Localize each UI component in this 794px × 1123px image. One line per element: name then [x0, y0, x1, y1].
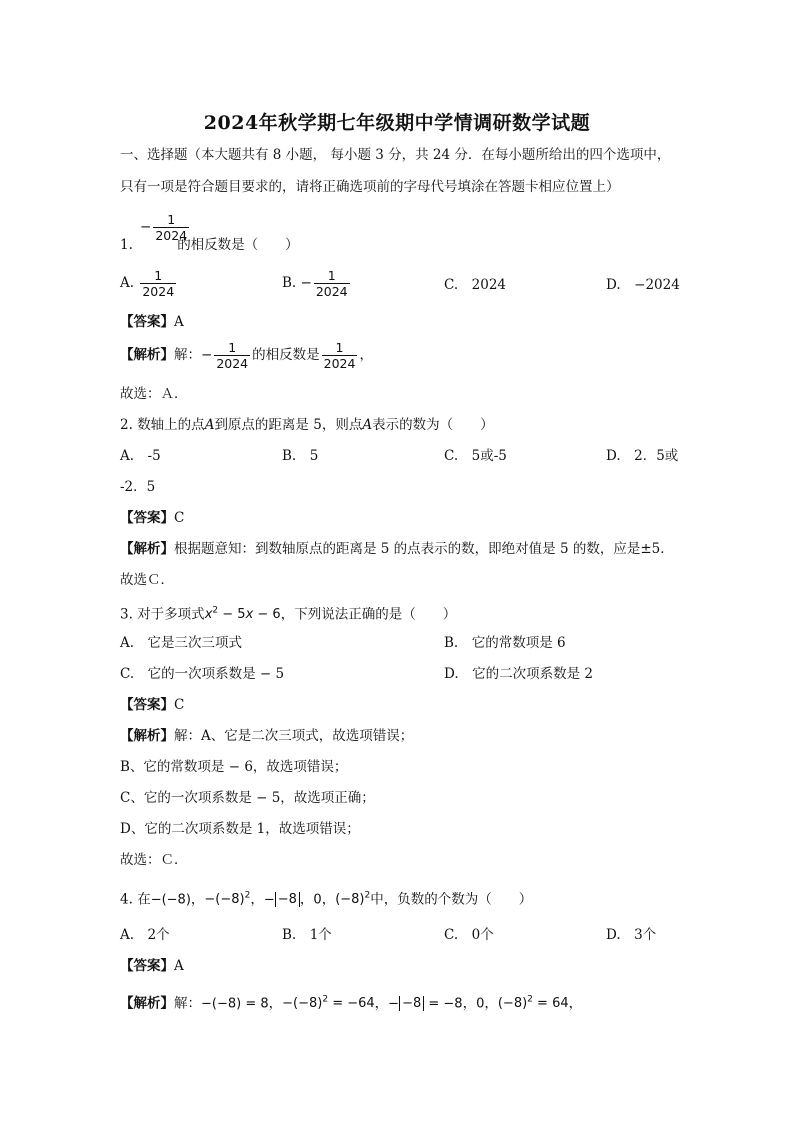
- section-intro-line-1: 一、选择题（本大题共有 8 小题， 每小题 3 分，共 24 分．在每小题所给出的四个选项中，: [120, 147, 671, 163]
- q3-analysis-line-4: D、它的二次项系数是 1，故选项错误；: [120, 821, 360, 837]
- q4-answer: 【答案】A: [120, 958, 184, 974]
- q1-option-d: D. −2024: [606, 277, 680, 293]
- q3-stem: 3. 对于多项式$x^2 - 5x - 6$，下列说法正确的是（ ）: [120, 606, 457, 623]
- q1-fraction: $\frac{1}{2024}$: [155, 212, 188, 243]
- section-intro-line-2: 只有一项是符合题目要求的，请将正确选项前的字母代号填涂在答题卡相应位置上）: [120, 179, 620, 195]
- q2-analysis: 【解析】根据题意知：到数轴原点的距离是 5 的点表示的数，即绝对值是 5 的数，应是±5．: [120, 541, 674, 557]
- q2-choose: 故选Ｃ．: [120, 572, 174, 588]
- q1-option-b: B. − $\frac{1}{2024}$: [282, 268, 348, 299]
- q2-option-c: C. 5或-5: [444, 448, 507, 464]
- q4-option-a: A. 2个: [120, 927, 170, 943]
- q2-stem: 2. 数轴上的点A到原点的距离是 5，则点A表示的数为（ ）: [120, 417, 494, 433]
- q3-analysis-line-2: B、它的常数项是 − 6，故选项错误；: [120, 759, 348, 775]
- q2-option-b: B. 5: [282, 448, 319, 464]
- q3-analysis-line-3: C、它的一次项系数是 − 5，故选项正确；: [120, 790, 375, 806]
- q1-option-c: C. 2024: [444, 277, 506, 293]
- q1-expression: − $\frac{1}{2024}$: [140, 212, 188, 243]
- q2-option-d: D. 2．5或: [606, 448, 679, 464]
- q1-analysis: 【解析】解：− $\frac{1}{2024}$ 的相反数是 $\frac{1}{2024}$ ，: [120, 340, 373, 371]
- q4-stem: 4. 在−(−8)，$-(-8)^2$，− −8 ，0，$(-8)^2$中，负数的个数为（ ）: [120, 891, 533, 908]
- q1-stem: 1. 的相反数是（ ）: [120, 237, 299, 253]
- q2-answer: 【答案】C: [120, 510, 185, 526]
- q4-option-b: B. 1个: [282, 927, 332, 943]
- page-title: 2024年秋学期七年级期中学情调研数学试题: [203, 112, 591, 134]
- q3-analysis-line-1: 【解析】解：A、它是二次三项式，故选项错误；: [120, 728, 414, 744]
- q4-analysis: 【解析】解：−(−8) = 8，$-(-8)^2 = -64$，− −8 = −8，0，$(-8)^2 = 64$，: [120, 995, 583, 1012]
- q3-answer: 【答案】C: [120, 697, 185, 713]
- q2-option-d-cont: -2．5: [120, 479, 156, 495]
- q4-option-c: C. 0个: [444, 927, 494, 943]
- q3-choose: 故选：Ｃ．: [120, 852, 188, 868]
- q3-option-a: A. 它是三次三项式: [120, 635, 243, 651]
- q3-option-b: B. 它的常数项是 6: [444, 635, 566, 651]
- q1-option-a: A. $\frac{1}{2024}$: [120, 268, 175, 299]
- q3-polynomial: $x^2 - 5x - 6$: [204, 606, 281, 623]
- q3-option-d: D. 它的二次项系数是 2: [444, 666, 594, 682]
- q2-option-a: A. -5: [120, 448, 161, 464]
- q3-option-c: C. 它的一次项系数是 − 5: [120, 666, 285, 682]
- q1-choose: 故选：Ａ．: [120, 386, 188, 402]
- q4-option-d: D. 3个: [606, 927, 657, 943]
- q1-answer: 【答案】A: [120, 314, 184, 330]
